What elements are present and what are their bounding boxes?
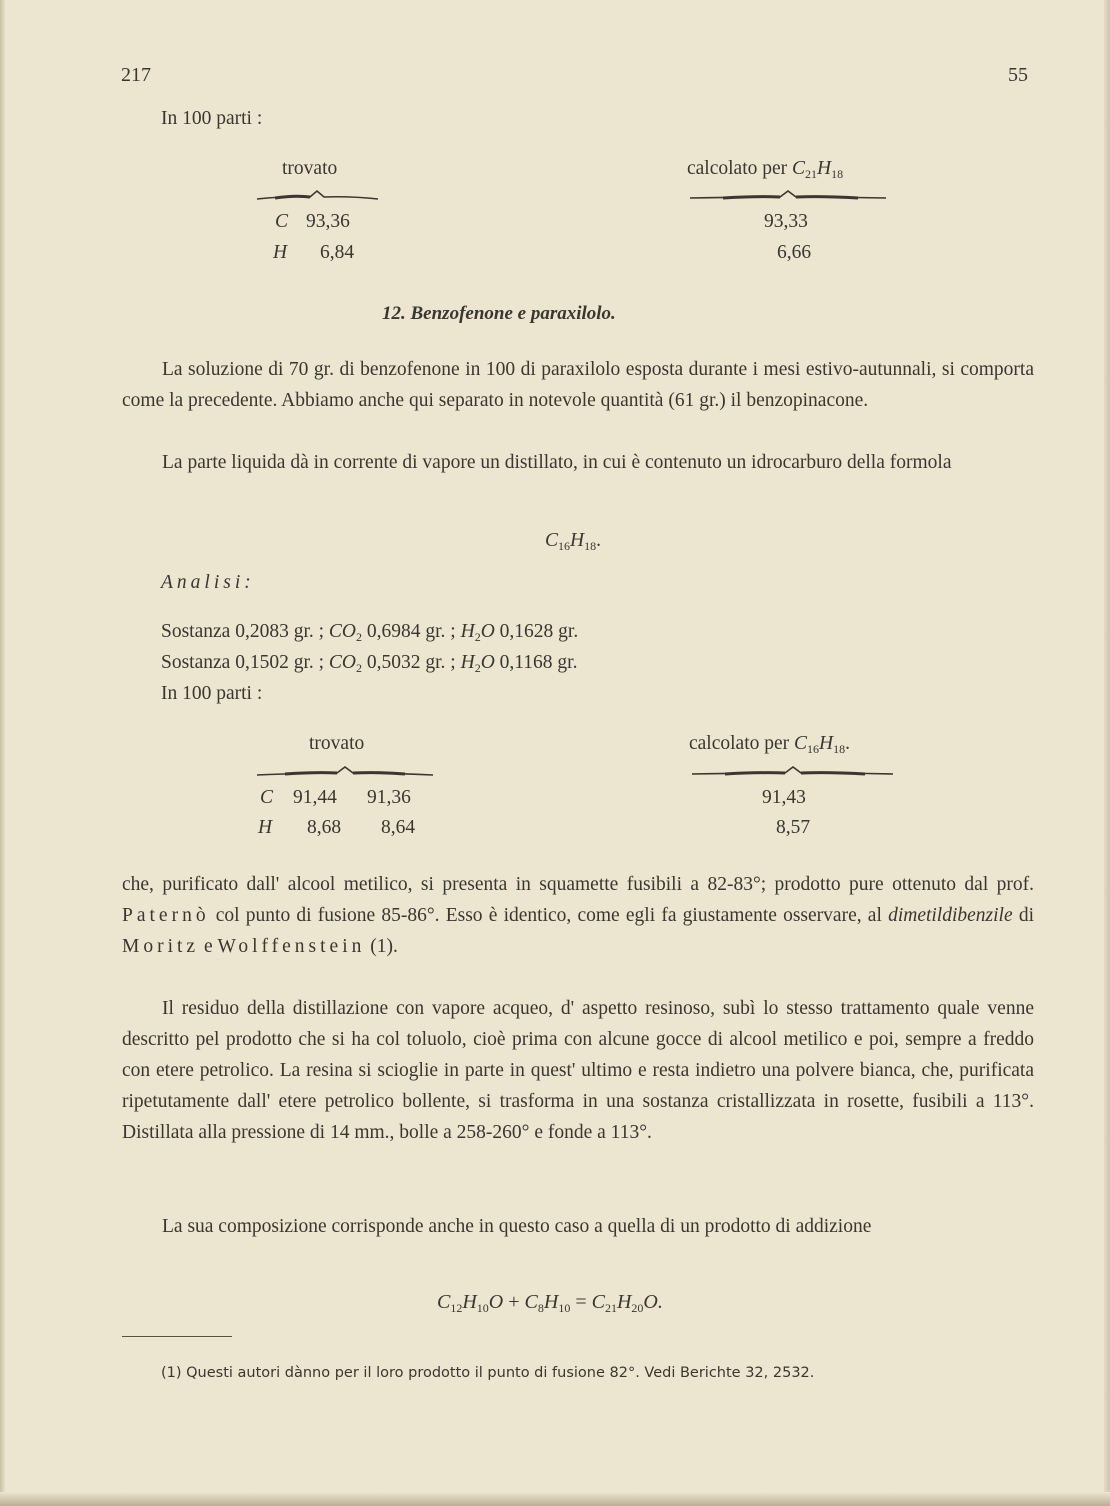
paragraph-4: Il residuo della distillazione con vapore acqueo, d' aspetto resinoso, subì lo stesso trattamento quale venne descritto pel prodotto che si ha col toluolo, cioè prima con alcune gocce di alcool metilico e poi, sempre a freddo con etere petrolico. La resina si scioglie in parte in quest' ultimo e resta indietro una polvere bianca, che, purificata ripetutamente dall' etere petrolico bollente, si trasforma in una sostanza cristallizzata in rosette, fusibili a 113°. Distillata alla pressione di 14 mm., bolle a 258-260° e fonde a 113°. (122, 998, 1034, 1143)
footnote-rule (122, 1336, 232, 1337)
table1-row-c-found: 93,36 (306, 211, 350, 232)
table1-found-brace (255, 188, 380, 202)
author-wolffenstein: Wolffenstein (217, 936, 366, 957)
table2-row-h-calc: 8,57 (776, 817, 811, 838)
analysis-line-2: Sostanza 0,1502 gr. ; $CO_2$ 0,5032 gr. ; $H_2O$ 0,1168 gr. (161, 652, 578, 675)
table1-row-h-calc: 6,66 (777, 242, 812, 263)
table2-intro: In 100 parti : (161, 683, 263, 704)
paragraph-2: La parte liquida dà in corrente di vapore un distillato, in cui è contenuto un idrocarburo della formola (162, 452, 952, 473)
table2-found-brace (255, 764, 435, 778)
table2-row-h-found-2: 8,64 (381, 817, 416, 838)
paragraph-3: che, purificato dall' alcool metilico, si presenta in squamette fusibili a 82-83°; prodotto pure ottenuto dal prof. Paternò col punto di fusione 85-86°. Esso è identico, come egli fa giustamente osservare, al dimetildibenzile di Moritz e Wolffenstein (1). (122, 874, 1034, 957)
table1-intro: In 100 parti : (161, 108, 263, 129)
table2-found-label: trovato (309, 733, 365, 754)
term-dimetildibenzile: dimetildibenzile (888, 905, 1013, 926)
analysis-line-1: Sostanza 0,2083 gr. ; $CO_2$ 0,6984 gr. ; $H_2O$ 0,1628 gr. (161, 621, 579, 644)
table1-row-c-calc: 93,33 (764, 211, 808, 232)
table2-calc-brace (690, 764, 895, 778)
paragraph-1: La soluzione di 70 gr. di benzofenone in 100 di paraxilolo esposta durante i mesi estivo-autunnali, si comporta come la precedente. Abbiamo anche qui separato in notevole quantità (61 gr.) il benzopinacone. (122, 359, 1034, 411)
page-right-edge (1104, 0, 1110, 1506)
footnote-ref: (1). (365, 936, 398, 957)
table2-row-h-element: H (258, 817, 273, 838)
table2-row-c-found-2: 91,36 (367, 787, 411, 808)
formula-c16h18: $C_{16}H_{18}$. (545, 530, 601, 553)
table1-found-label: trovato (282, 158, 338, 179)
left-page-number: 217 (121, 64, 151, 86)
author-paterno: Paternò (122, 905, 210, 926)
section-heading (382, 303, 616, 325)
page-bottom-edge (0, 1492, 1110, 1506)
paragraph-5: La sua composizione corrisponde anche in questo caso a quella di un prodotto di addizione (162, 1216, 872, 1237)
table2-calc-label: calcolato per $C_{16}H_{18}$. (689, 733, 851, 756)
analisi-label: Analisi: (161, 572, 255, 593)
table1-calc-brace (688, 188, 888, 202)
table1-row-h-element: H (273, 242, 288, 263)
page-binding-edge (0, 0, 5, 1506)
table2-row-h-found-1: 8,68 (307, 817, 342, 838)
section-number: 12. (382, 303, 406, 324)
footnote: (1) Questi autori dànno per il loro prodotto il punto di fusione 82°. Vedi Berichte 32, 2532. (161, 1365, 815, 1381)
author-moritz: Moritz (122, 936, 200, 957)
section-title: Benzofenone e paraxilolo. (410, 303, 616, 324)
equation: $C_{12}H_{10}O + C_8H_{10} = C_{21}H_{20}O$. (437, 1291, 663, 1315)
table2-row-c-element: C (260, 787, 274, 808)
table1-row-h-found: 6,84 (320, 242, 355, 263)
table2-row-c-calc: 91,43 (762, 787, 806, 808)
table1-calc-label: calcolato per $C_{21}H_{18}$ (687, 158, 844, 181)
table1-row-c-element: C (275, 211, 289, 232)
right-page-number: 55 (1008, 64, 1028, 86)
table2-row-c-found-1: 91,44 (293, 787, 337, 808)
